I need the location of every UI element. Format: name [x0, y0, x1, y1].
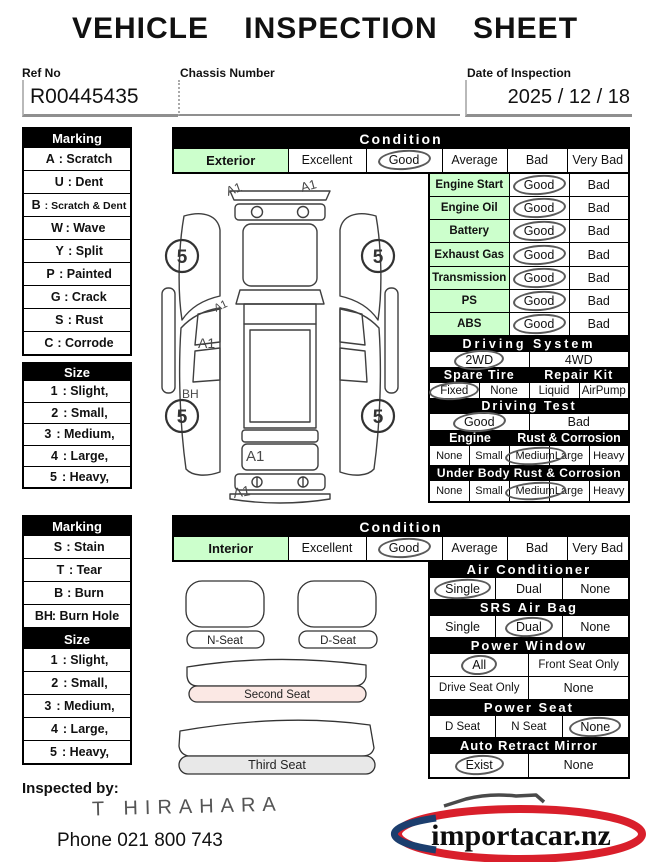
interior-row-label: Interior — [173, 537, 288, 561]
spare-tire-none: None — [479, 383, 529, 399]
check-label: Engine Start — [429, 173, 509, 196]
mirror-exist — [429, 754, 529, 778]
n-seat-label: N-Seat — [207, 635, 243, 647]
option-average: Average — [442, 149, 507, 173]
rust-small: Small — [469, 481, 509, 502]
engine-checks-table — [428, 172, 630, 337]
srs-air-bag-header: SRS Air Bag — [429, 600, 629, 616]
selected-mark: Good — [518, 271, 561, 285]
legend-row: 2 : Small, — [23, 402, 131, 424]
check-good — [509, 196, 569, 219]
option-good — [366, 149, 442, 173]
legend-row: 3 : Medium, — [23, 695, 131, 718]
selected-mark: Good — [518, 178, 561, 192]
ps-n-seat: N Seat — [496, 716, 563, 738]
pw-front-seat-only: Front Seat Only — [529, 654, 629, 677]
inspector-signature: T HIRAHARA — [91, 793, 284, 821]
logo-car-silhouette — [444, 795, 544, 806]
legend-row: S : Stain — [23, 536, 131, 559]
legend-row: B : Scratch & Dent — [23, 194, 131, 217]
d-seat-cushion — [298, 581, 376, 627]
exterior-marking-legend — [22, 127, 132, 356]
air-conditioner-header: Air Conditioner — [429, 561, 629, 578]
repair-kit-liquid: Liquid — [529, 383, 579, 399]
damage-annotation: A1 — [298, 176, 319, 195]
option-very-bad: Very Bad — [567, 149, 629, 173]
repair-kit-airpump: AirPump — [579, 383, 629, 399]
legend-row: 5 : Heavy, — [23, 741, 131, 764]
option-excellent: Excellent — [288, 537, 366, 561]
driving-cluster-table — [428, 335, 630, 503]
check-bad: Bad — [569, 266, 629, 289]
condition-header: Condition — [173, 516, 629, 537]
rust-heavy: Heavy — [589, 446, 629, 466]
under-body-rust-header: Under Body Rust & Corrosion — [429, 466, 629, 481]
spare-tire-header: Spare Tire — [429, 368, 529, 383]
check-good — [509, 173, 569, 196]
check-bad: Bad — [569, 196, 629, 219]
selected-mark: Good — [518, 317, 561, 331]
ac-dual: Dual — [496, 578, 563, 600]
option-excellent: Excellent — [288, 149, 366, 173]
check-label: ABS — [429, 313, 509, 336]
option-good — [366, 537, 442, 561]
windshield — [236, 290, 324, 304]
page-title: VEHICLE INSPECTION SHEET — [71, 12, 579, 45]
check-label: Exhaust Gas — [429, 243, 509, 266]
legend-row: T : Tear — [23, 559, 131, 582]
n-seat-cushion — [186, 581, 264, 627]
rust-heavy: Heavy — [589, 481, 629, 502]
srs-single: Single — [429, 616, 496, 638]
legend-row: 2 : Small, — [23, 672, 131, 695]
driving-test-good — [429, 414, 529, 431]
size-header: Size — [23, 629, 131, 649]
front-panel — [235, 204, 325, 220]
marking-header: Marking — [23, 128, 131, 148]
selected-mark: Good — [383, 541, 426, 555]
legend-row: 1 : Slight, — [23, 649, 131, 672]
wheel-mark: 5 — [372, 407, 384, 428]
check-good — [509, 266, 569, 289]
check-good — [509, 289, 569, 312]
d-seat-label: D-Seat — [320, 635, 356, 647]
check-label: Engine Oil — [429, 196, 509, 219]
roof — [244, 304, 316, 428]
spare-tire-fixed — [429, 383, 479, 399]
legend-row: 3 : Medium, — [23, 424, 131, 446]
inspected-by-label: Inspected by: — [22, 780, 119, 797]
legend-row: 1 : Slight, — [23, 381, 131, 403]
driving-test-header: Driving Test — [429, 399, 629, 414]
driving-system-header: Driving System — [429, 336, 629, 352]
marking-header: Marking — [23, 516, 131, 536]
repair-kit-header: Repair Kit — [529, 368, 629, 383]
condition-header: Condition — [173, 128, 629, 149]
selected-mark: Medium — [510, 450, 561, 462]
check-bad: Bad — [569, 220, 629, 243]
ac-none: None — [562, 578, 629, 600]
selected-mark: Good — [518, 248, 561, 262]
date-of-inspection-field: 2025 / 12 / 18 — [465, 80, 632, 117]
check-bad: Bad — [569, 243, 629, 266]
ref-no-field: R00445435 — [22, 80, 178, 117]
pw-all — [429, 654, 529, 677]
size-header: Size — [23, 363, 131, 381]
selected-mark: Good — [518, 294, 561, 308]
check-good — [509, 243, 569, 266]
wheel-mark: 5 — [176, 407, 188, 428]
check-bad: Bad — [569, 289, 629, 312]
ps-none — [562, 716, 629, 738]
front-bumper-top — [230, 191, 330, 200]
check-label: Battery — [429, 220, 509, 243]
selected-mark: Medium — [510, 485, 561, 497]
legend-row: 4 : Large, — [23, 718, 131, 741]
legend-row: B : Burn — [23, 582, 131, 605]
check-good — [509, 313, 569, 336]
damage-annotation: A1 — [212, 298, 230, 315]
interior-features-table — [428, 560, 630, 779]
date-of-inspection-label: Date of Inspection — [467, 66, 572, 80]
interior-condition-table — [172, 515, 630, 562]
pw-none: None — [529, 677, 629, 700]
srs-dual — [496, 616, 563, 638]
legend-row: 4 : Large, — [23, 445, 131, 467]
importacar-logo — [390, 790, 646, 862]
damage-annotation: BH — [182, 387, 199, 401]
seat-diagram — [174, 563, 428, 787]
interior-size-legend — [22, 628, 132, 765]
option-average: Average — [442, 537, 507, 561]
rust-small: Small — [469, 446, 509, 466]
rust-large: Large — [549, 481, 589, 502]
legend-row: 5 : Heavy, — [23, 467, 131, 489]
legend-row: P : Painted — [23, 263, 131, 286]
chassis-number-label: Chassis Number — [180, 66, 275, 80]
hood — [243, 224, 317, 286]
exterior-size-legend — [22, 362, 132, 489]
selected-mark: Single — [439, 582, 486, 596]
ps-d-seat: D Seat — [429, 716, 496, 738]
legend-row: G : Crack — [23, 286, 131, 309]
rust-none: None — [429, 446, 469, 466]
selected-mark: All — [466, 658, 492, 672]
wheel-mark: 5 — [372, 247, 384, 268]
rear-shelf — [242, 430, 318, 442]
third-seat-label: Third Seat — [248, 758, 306, 772]
ac-single — [429, 578, 496, 600]
legend-row: W : Wave — [23, 217, 131, 240]
chassis-number-field — [178, 80, 460, 116]
legend-row: S : Rust — [23, 309, 131, 332]
ref-no-label: Ref No — [22, 66, 61, 80]
selected-mark: 2WD — [459, 353, 499, 367]
damage-annotation: A1 — [246, 448, 265, 465]
selected-mark: Dual — [510, 620, 548, 634]
second-seat-label: Second Seat — [244, 689, 310, 701]
selected-mark: Good — [518, 224, 561, 238]
option-very-bad: Very Bad — [567, 537, 629, 561]
legend-row: A : Scratch — [23, 148, 131, 171]
second-seat-bench — [187, 659, 366, 686]
srs-none: None — [562, 616, 629, 638]
legend-row: U : Dent — [23, 171, 131, 194]
power-seat-header: Power Seat — [429, 700, 629, 716]
check-bad: Bad — [569, 313, 629, 336]
auto-retract-mirror-header: Auto Retract Mirror — [429, 738, 629, 754]
option-bad: Bad — [507, 537, 567, 561]
damage-annotation: A1 — [223, 179, 244, 199]
selected-mark: Good — [518, 201, 561, 215]
exterior-condition-table — [172, 127, 630, 174]
rust-medium — [509, 446, 555, 466]
rust-medium — [509, 481, 555, 502]
wheel-mark: 5 — [176, 247, 188, 268]
selected-mark: Fixed — [434, 385, 474, 397]
car-damage-diagram — [140, 176, 428, 508]
check-label: Transmission — [429, 266, 509, 289]
phone-number: Phone 021 800 743 — [57, 830, 223, 851]
legend-row: BH: Burn Hole — [23, 605, 131, 628]
damage-annotation: A1 — [231, 482, 252, 501]
selected-mark: None — [574, 720, 616, 734]
engine-rust-header: Engine Rust & Corrosion — [429, 431, 629, 446]
rust-large: Large — [549, 446, 589, 466]
power-window-header: Power Window — [429, 638, 629, 654]
option-bad: Bad — [507, 149, 567, 173]
selected-mark: Good — [458, 415, 501, 429]
pw-drive-seat-only: Drive Seat Only — [429, 677, 529, 700]
logo-text: importacar.nz — [431, 819, 611, 852]
check-good — [509, 220, 569, 243]
selected-mark: Good — [383, 153, 426, 167]
damage-annotation: A1 — [198, 335, 216, 351]
interior-marking-legend — [22, 515, 132, 629]
selected-mark: Exist — [460, 758, 499, 772]
exterior-row-label: Exterior — [173, 149, 288, 173]
driving-test-bad: Bad — [529, 414, 629, 431]
driving-system-2wd — [429, 352, 529, 368]
third-seat-bench — [179, 720, 374, 756]
legend-row: C : Corrode — [23, 332, 131, 355]
mirror-none: None — [529, 754, 629, 778]
check-bad: Bad — [569, 173, 629, 196]
check-label: PS — [429, 289, 509, 312]
rust-none: None — [429, 481, 469, 502]
driving-system-4wd: 4WD — [529, 352, 629, 368]
legend-row: Y : Split — [23, 240, 131, 263]
